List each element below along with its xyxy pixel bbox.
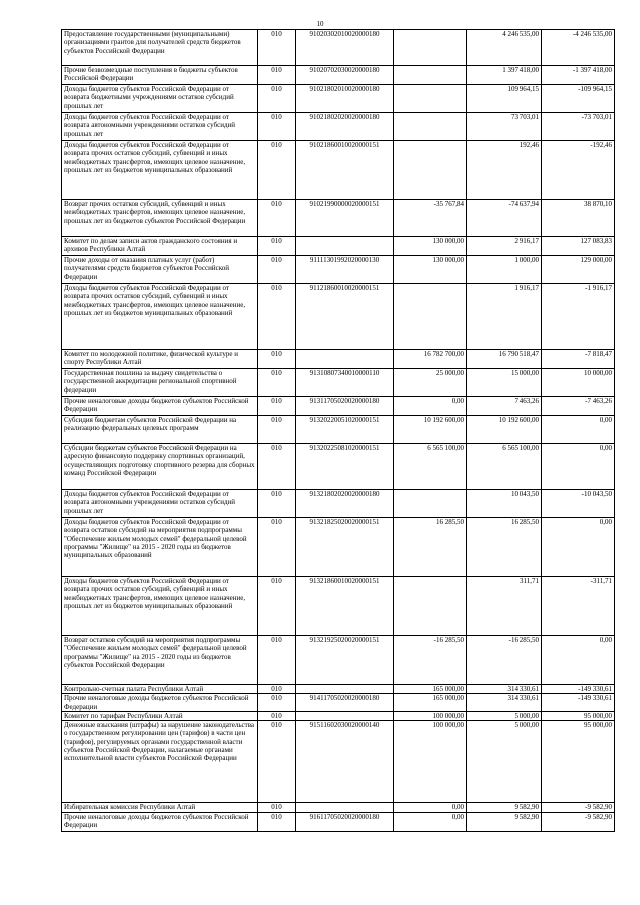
- row-fact-cell: 73 703,01: [467, 113, 542, 141]
- row-plan-cell: 130 000,00: [394, 256, 467, 284]
- row-fact-cell: 1 916,17: [467, 284, 542, 350]
- row-name-cell: Доходы бюджетов субъектов Российской Федерации от возврата прочих остатков субсидий, субвенций и иных межбюджетных трансфертов, имеющих целевое назначение, прошлых лет из бюджетов муниципальных образований: [62, 141, 258, 200]
- table-row: [62, 490, 615, 518]
- row-deviation-cell: -73 703,01: [542, 113, 615, 141]
- row-name-cell: Комитет по тарифам Республики Алтай: [62, 711, 258, 720]
- row-deviation-cell: -149 330,61: [542, 694, 615, 712]
- row-deviation-cell: -149 330,61: [542, 685, 615, 694]
- row-name-cell: Прочие безвозмездные поступления в бюджеты субъектов Российской Федерации: [62, 66, 258, 85]
- row-code-cell: 010: [258, 490, 296, 518]
- row-plan-cell: 165 000,00: [394, 694, 467, 712]
- row-name-cell: Контрольно-счетная палата Республики Алтай: [62, 685, 258, 694]
- row-code-cell: 010: [258, 397, 296, 416]
- row-name-cell: Прочие неналоговые доходы бюджетов субъектов Российской Федерации: [62, 397, 258, 416]
- table-row: [62, 284, 615, 350]
- table-row: [62, 518, 615, 577]
- row-code-cell: 010: [258, 66, 296, 85]
- table-row: [62, 803, 615, 813]
- row-fact-cell: 5 000,00: [467, 721, 542, 803]
- row-code-cell: 010: [258, 711, 296, 720]
- row-name-cell: Прочие доходы от оказания платных услуг (работ) получателями средств бюджетов субъектов Российской Федерации: [62, 256, 258, 284]
- row-code-cell: 010: [258, 694, 296, 712]
- row-kbk-cell: [296, 350, 394, 369]
- row-kbk-cell: 91611705020020000180: [296, 813, 394, 832]
- row-plan-cell: -35 767,84: [394, 200, 467, 237]
- row-deviation-cell: -311,71: [542, 577, 615, 636]
- table-row: [62, 685, 615, 694]
- row-kbk-cell: 91320220051020000151: [296, 416, 394, 444]
- row-kbk-cell: 91321825020020000151: [296, 518, 394, 577]
- row-name-cell: Доходы бюджетов субъектов Российской Федерации от возврата автономными учреждениями остатков субсидий прошлых лет: [62, 113, 258, 141]
- table-row: [62, 813, 615, 832]
- row-kbk-cell: [296, 237, 394, 256]
- row-name-cell: Предоставление государственными (муниципальными) организациями грантов для получателей средств бюджетов субъектов Российской Федерации: [62, 30, 258, 66]
- row-kbk-cell: 91021990000020000151: [296, 200, 394, 237]
- row-name-cell: Избирательная комиссия Республики Алтай: [62, 803, 258, 813]
- row-kbk-cell: 91310807340010000110: [296, 369, 394, 397]
- row-plan-cell: [394, 577, 467, 636]
- row-deviation-cell: 0,00: [542, 636, 615, 685]
- row-kbk-cell: 91121860010020000151: [296, 284, 394, 350]
- row-deviation-cell: 38 870,10: [542, 200, 615, 237]
- row-name-cell: Субсидия бюджетам субъектов Российской Федерации на реализацию федеральных целевых программ: [62, 416, 258, 444]
- row-plan-cell: 16 285,50: [394, 518, 467, 577]
- revenue-table: [61, 29, 615, 832]
- table-row: [62, 694, 615, 712]
- row-plan-cell: 25 000,00: [394, 369, 467, 397]
- row-name-cell: Комитет по молодежной политике, физической культуре и спорту Республики Алтай: [62, 350, 258, 369]
- row-code-cell: 010: [258, 200, 296, 237]
- row-name-cell: Прочие неналоговые доходы бюджетов субъектов Российской Федерации: [62, 813, 258, 832]
- row-plan-cell: 0,00: [394, 813, 467, 832]
- row-kbk-cell: 91021860010020000151: [296, 141, 394, 200]
- row-deviation-cell: -109 964,15: [542, 85, 615, 113]
- row-plan-cell: 16 782 700,00: [394, 350, 467, 369]
- row-deviation-cell: 0,00: [542, 444, 615, 490]
- row-deviation-cell: 10 000,00: [542, 369, 615, 397]
- table-row: [62, 350, 615, 369]
- table-row: [62, 237, 615, 256]
- row-name-cell: Доходы бюджетов субъектов Российской Федерации от возврата прочих остатков субсидий, субвенций и иных межбюджетных трансфертов, имеющих целевое назначение, прошлых лет из бюджетов муниципальных образований: [62, 577, 258, 636]
- row-plan-cell: 100 000,00: [394, 721, 467, 803]
- row-plan-cell: 100 000,00: [394, 711, 467, 720]
- table-row: [62, 721, 615, 803]
- row-plan-cell: [394, 30, 467, 66]
- row-code-cell: 010: [258, 685, 296, 694]
- row-kbk-cell: 91111301992020000130: [296, 256, 394, 284]
- row-deviation-cell: -9 582,90: [542, 813, 615, 832]
- row-fact-cell: 311,71: [467, 577, 542, 636]
- row-plan-cell: [394, 284, 467, 350]
- row-plan-cell: 0,00: [394, 803, 467, 813]
- table-row: [62, 397, 615, 416]
- row-fact-cell: -74 637,94: [467, 200, 542, 237]
- row-name-cell: Субсидии бюджетам субъектов Российской Федерации на адресную финансовую поддержку спортивных организаций, осуществляющих подготовку спортивного резерва для сборных команд Российской Федерации: [62, 444, 258, 490]
- row-plan-cell: 10 192 600,00: [394, 416, 467, 444]
- table-row: [62, 416, 615, 444]
- row-name-cell: Доходы бюджетов субъектов Российской Федерации от возврата бюджетными учреждениями остатков субсидий прошлых лет: [62, 85, 258, 113]
- row-fact-cell: 9 582,90: [467, 813, 542, 832]
- row-name-cell: Возврат остатков субсидий на мероприятия подпрограммы "Обеспечение жильем молодых семей" федеральной целевой программы "Жилище" на 2015 - 2020 годы из бюджетов субъектов Российской Федерации: [62, 636, 258, 685]
- table-row: [62, 577, 615, 636]
- row-fact-cell: 16 285,50: [467, 518, 542, 577]
- row-plan-cell: 130 000,00: [394, 237, 467, 256]
- row-deviation-cell: -7 463,26: [542, 397, 615, 416]
- row-plan-cell: [394, 490, 467, 518]
- row-fact-cell: 1 000,00: [467, 256, 542, 284]
- row-code-cell: 010: [258, 369, 296, 397]
- row-kbk-cell: 91021802020020000180: [296, 113, 394, 141]
- row-deviation-cell: 0,00: [542, 518, 615, 577]
- table-row: [62, 369, 615, 397]
- row-deviation-cell: -9 582,90: [542, 803, 615, 813]
- row-code-cell: 010: [258, 30, 296, 66]
- row-code-cell: 010: [258, 85, 296, 113]
- row-fact-cell: 9 582,90: [467, 803, 542, 813]
- row-fact-cell: 314 330,61: [467, 694, 542, 712]
- table-row: [62, 66, 615, 85]
- revenue-table-body: [62, 30, 615, 832]
- row-code-cell: 010: [258, 284, 296, 350]
- row-code-cell: 010: [258, 256, 296, 284]
- row-kbk-cell: 91020702030020000180: [296, 66, 394, 85]
- row-code-cell: 010: [258, 444, 296, 490]
- row-kbk-cell: 91311705020020000180: [296, 397, 394, 416]
- row-deviation-cell: -7 818,47: [542, 350, 615, 369]
- row-code-cell: 010: [258, 141, 296, 200]
- row-fact-cell: 6 565 100,00: [467, 444, 542, 490]
- row-name-cell: Доходы бюджетов субъектов Российской Федерации от возврата прочих остатков субсидий, субвенций и иных межбюджетных трансфертов, имеющих целевое назначение, прошлых лет из бюджетов муниципальных образований: [62, 284, 258, 350]
- row-deviation-cell: 129 000,00: [542, 256, 615, 284]
- row-plan-cell: [394, 85, 467, 113]
- row-plan-cell: [394, 113, 467, 141]
- row-fact-cell: 5 000,00: [467, 711, 542, 720]
- table-row: [62, 85, 615, 113]
- row-deviation-cell: 0,00: [542, 416, 615, 444]
- row-name-cell: Прочие неналоговые доходы бюджетов субъектов Российской Федерации: [62, 694, 258, 712]
- row-deviation-cell: 95 000,00: [542, 721, 615, 803]
- row-code-cell: 010: [258, 416, 296, 444]
- table-row: [62, 636, 615, 685]
- row-kbk-cell: [296, 803, 394, 813]
- row-fact-cell: -16 285,50: [467, 636, 542, 685]
- row-code-cell: 010: [258, 577, 296, 636]
- row-fact-cell: 7 463,26: [467, 397, 542, 416]
- row-fact-cell: 192,46: [467, 141, 542, 200]
- row-deviation-cell: -4 246 535,00: [542, 30, 615, 66]
- row-kbk-cell: [296, 711, 394, 720]
- row-kbk-cell: [296, 685, 394, 694]
- row-fact-cell: 109 964,15: [467, 85, 542, 113]
- row-kbk-cell: 91320225081020000151: [296, 444, 394, 490]
- row-kbk-cell: 91411705020020000180: [296, 694, 394, 712]
- row-deviation-cell: -10 043,50: [542, 490, 615, 518]
- row-code-cell: 010: [258, 721, 296, 803]
- row-name-cell: Доходы бюджетов субъектов Российской Федерации от возврата остатков субсидий на мероприятия подпрограммы "Обеспечение жильем молодых семей" федеральной целевой программы "Жилище" на 2015 - 2020 годы из бюджетов муниципальных образований: [62, 518, 258, 577]
- table-row: [62, 711, 615, 720]
- row-code-cell: 010: [258, 518, 296, 577]
- row-name-cell: Денежные взыскания (штрафы) за нарушение законодательства о государственном регулировании цен (тарифов) в части цен (тарифов), регулируемых органами государственной власти субъектов Российской Федерации, налагаемые органами исполнительной власти субъектов Российской Федерации: [62, 721, 258, 803]
- row-deviation-cell: -192,46: [542, 141, 615, 200]
- row-kbk-cell: 91511602030020000140: [296, 721, 394, 803]
- row-code-cell: 010: [258, 237, 296, 256]
- row-plan-cell: [394, 66, 467, 85]
- row-kbk-cell: 91021802010020000180: [296, 85, 394, 113]
- row-name-cell: Возврат прочих остатков субсидий, субвенций и иных межбюджетных трансфертов, имеющих целевое назначение, прошлых лет из бюджетов субъектов Российской Федерации: [62, 200, 258, 237]
- row-kbk-cell: 91321925020020000151: [296, 636, 394, 685]
- table-row: [62, 200, 615, 237]
- row-fact-cell: 15 000,00: [467, 369, 542, 397]
- row-deviation-cell: -1 916,17: [542, 284, 615, 350]
- row-code-cell: 010: [258, 803, 296, 813]
- row-fact-cell: 1 397 418,00: [467, 66, 542, 85]
- row-kbk-cell: 91321860010020000151: [296, 577, 394, 636]
- page-number: 10: [316, 20, 324, 28]
- row-code-cell: 010: [258, 350, 296, 369]
- row-code-cell: 010: [258, 636, 296, 685]
- row-kbk-cell: 91321802020020000180: [296, 490, 394, 518]
- row-name-cell: Доходы бюджетов субъектов Российской Федерации от возврата автономными учреждениями остатков субсидий прошлых лет: [62, 490, 258, 518]
- row-plan-cell: 165 000,00: [394, 685, 467, 694]
- table-row: [62, 141, 615, 200]
- row-fact-cell: 16 790 518,47: [467, 350, 542, 369]
- row-kbk-cell: 91020302010020000180: [296, 30, 394, 66]
- row-fact-cell: 2 916,17: [467, 237, 542, 256]
- row-deviation-cell: -1 397 418,00: [542, 66, 615, 85]
- row-deviation-cell: 127 083,83: [542, 237, 615, 256]
- row-code-cell: 010: [258, 113, 296, 141]
- row-plan-cell: -16 285,50: [394, 636, 467, 685]
- table-row: [62, 256, 615, 284]
- row-plan-cell: 6 565 100,00: [394, 444, 467, 490]
- table-row: [62, 444, 615, 490]
- row-fact-cell: 4 246 535,00: [467, 30, 542, 66]
- row-plan-cell: [394, 141, 467, 200]
- table-row: [62, 113, 615, 141]
- row-fact-cell: 10 043,50: [467, 490, 542, 518]
- row-fact-cell: 10 192 600,00: [467, 416, 542, 444]
- row-code-cell: 010: [258, 813, 296, 832]
- row-deviation-cell: 95 000,00: [542, 711, 615, 720]
- row-name-cell: Комитет по делам записи актов гражданского состояния и архивов Республики Алтай: [62, 237, 258, 256]
- table-row: [62, 30, 615, 66]
- row-fact-cell: 314 330,61: [467, 685, 542, 694]
- row-plan-cell: 0,00: [394, 397, 467, 416]
- row-name-cell: Государственная пошлина за выдачу свидетельства о государственной аккредитации региональной спортивной федерации: [62, 369, 258, 397]
